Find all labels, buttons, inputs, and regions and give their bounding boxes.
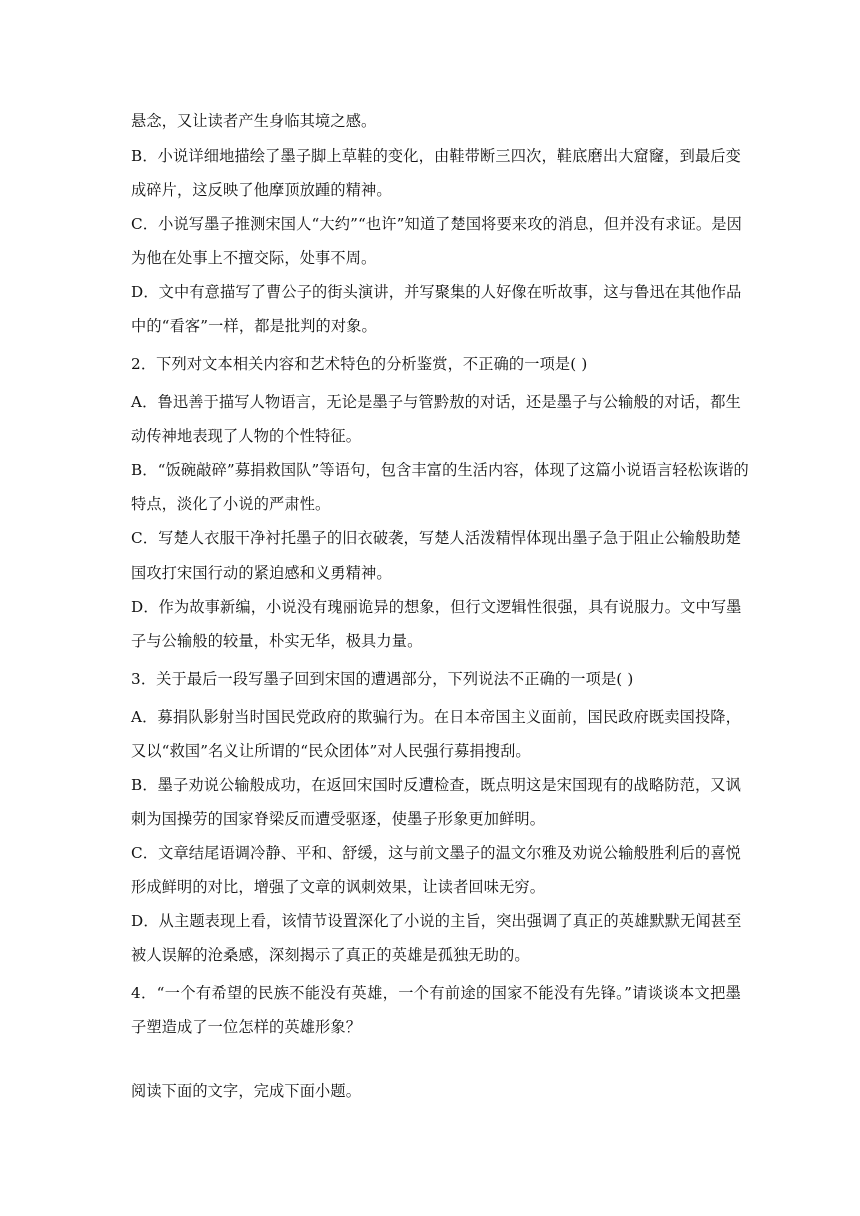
option-d-line: D．从主题表现上看，该情节设置深化了小说的主旨，突出强调了真正的英雄默默无闻甚至 [131,912,742,930]
text-line: 子与公输般的较量，朴实无华，极具力量。 [131,632,423,650]
option-b-line: B．小说详细地描绘了墨子脚上草鞋的变化，由鞋带断三四次，鞋底磨出大窟窿，到最后变 [131,147,741,165]
option-b-line: B．“饭碗敲碎”募捐救国队”等语句，包含丰富的生活内容，体现了这篇小说语言轻松诙谐的 [131,461,749,479]
option-d-line: D．文中有意描写了曹公子的街头演讲，并写聚集的人好像在听故事，这与鲁迅在其他作品 [131,283,742,301]
text-line: 特点，淡化了小说的严肃性。 [131,495,331,513]
text-line: 又以“救国”名义让所谓的“民众团体”对人民强行募捐搜刮。 [131,742,531,760]
option-a-line: A．募捐队影射当时国民党政府的欺骗行为。在日本帝国主义面前，国民政府既卖国投降， [131,708,741,726]
option-c-line: C．写楚人衣服干净衬托墨子的旧衣破袭，写楚人活泼精悍体现出墨子急于阻止公输般助楚 [131,529,741,547]
option-a-line: A．鲁迅善于描写人物语言，无论是墨子与管黔敖的对话，还是墨子与公输般的对话，都生 [131,393,741,411]
question-3: 3．关于最后一段写墨子回到宋国的遭遇部分，下列说法不正确的一项是( ) [131,670,634,688]
text-line: 被人误解的沧桑感，深刻揭示了真正的英雄是孤独无助的。 [131,946,530,964]
question-4: 4．“一个有希望的民族不能没有英雄，一个有前途的国家不能没有先锋。”请谈谈本文把墨 [131,984,741,1002]
question-2: 2．下列对文本相关内容和艺术特色的分析鉴赏，不正确的一项是( ) [131,355,588,373]
text-line: 国攻打宋国行动的紧迫感和义勇精神。 [131,564,392,582]
option-c-line: C．小说写墨子推测宋国人“大约”“也许”知道了楚国将要来攻的消息，但并没有求证。是因 [131,215,742,233]
text-line: 成碎片，这反映了他摩顶放踵的精神。 [131,181,392,199]
text-line: 中的“看客”一样，都是批判的对象。 [131,317,377,335]
text-line: 为他在处事上不擅交际，处事不周。 [131,249,377,267]
text-line: 子塑造成了一位怎样的英雄形象？ [131,1018,362,1036]
text-line: 动传神地表现了人物的个性特征。 [131,427,362,445]
text-line: 刺为国操劳的国家脊梁反而遭受驱逐，使墨子形象更加鲜明。 [131,810,546,828]
option-c-line: C．文章结尾语调冷静、平和、舒缓，这与前文墨子的温文尔雅及劝说公输般胜利后的喜悦 [131,844,741,862]
text-line: 形成鲜明的对比，增强了文章的讽刺效果，让读者回味无穷。 [131,878,546,896]
text-line: 悬念，又让读者产生身临其境之感。 [131,112,377,130]
option-d-line: D．作为故事新编，小说没有瑰丽诡异的想象，但行文逻辑性很强，具有说服力。文中写墨 [131,598,742,616]
option-b-line: B．墨子劝说公输般成功，在返回宋国时反遭检查，既点明这是宋国现有的战略防范，又讽 [131,776,741,794]
reading-instruction: 阅读下面的文字，完成下面小题。 [131,1082,362,1100]
